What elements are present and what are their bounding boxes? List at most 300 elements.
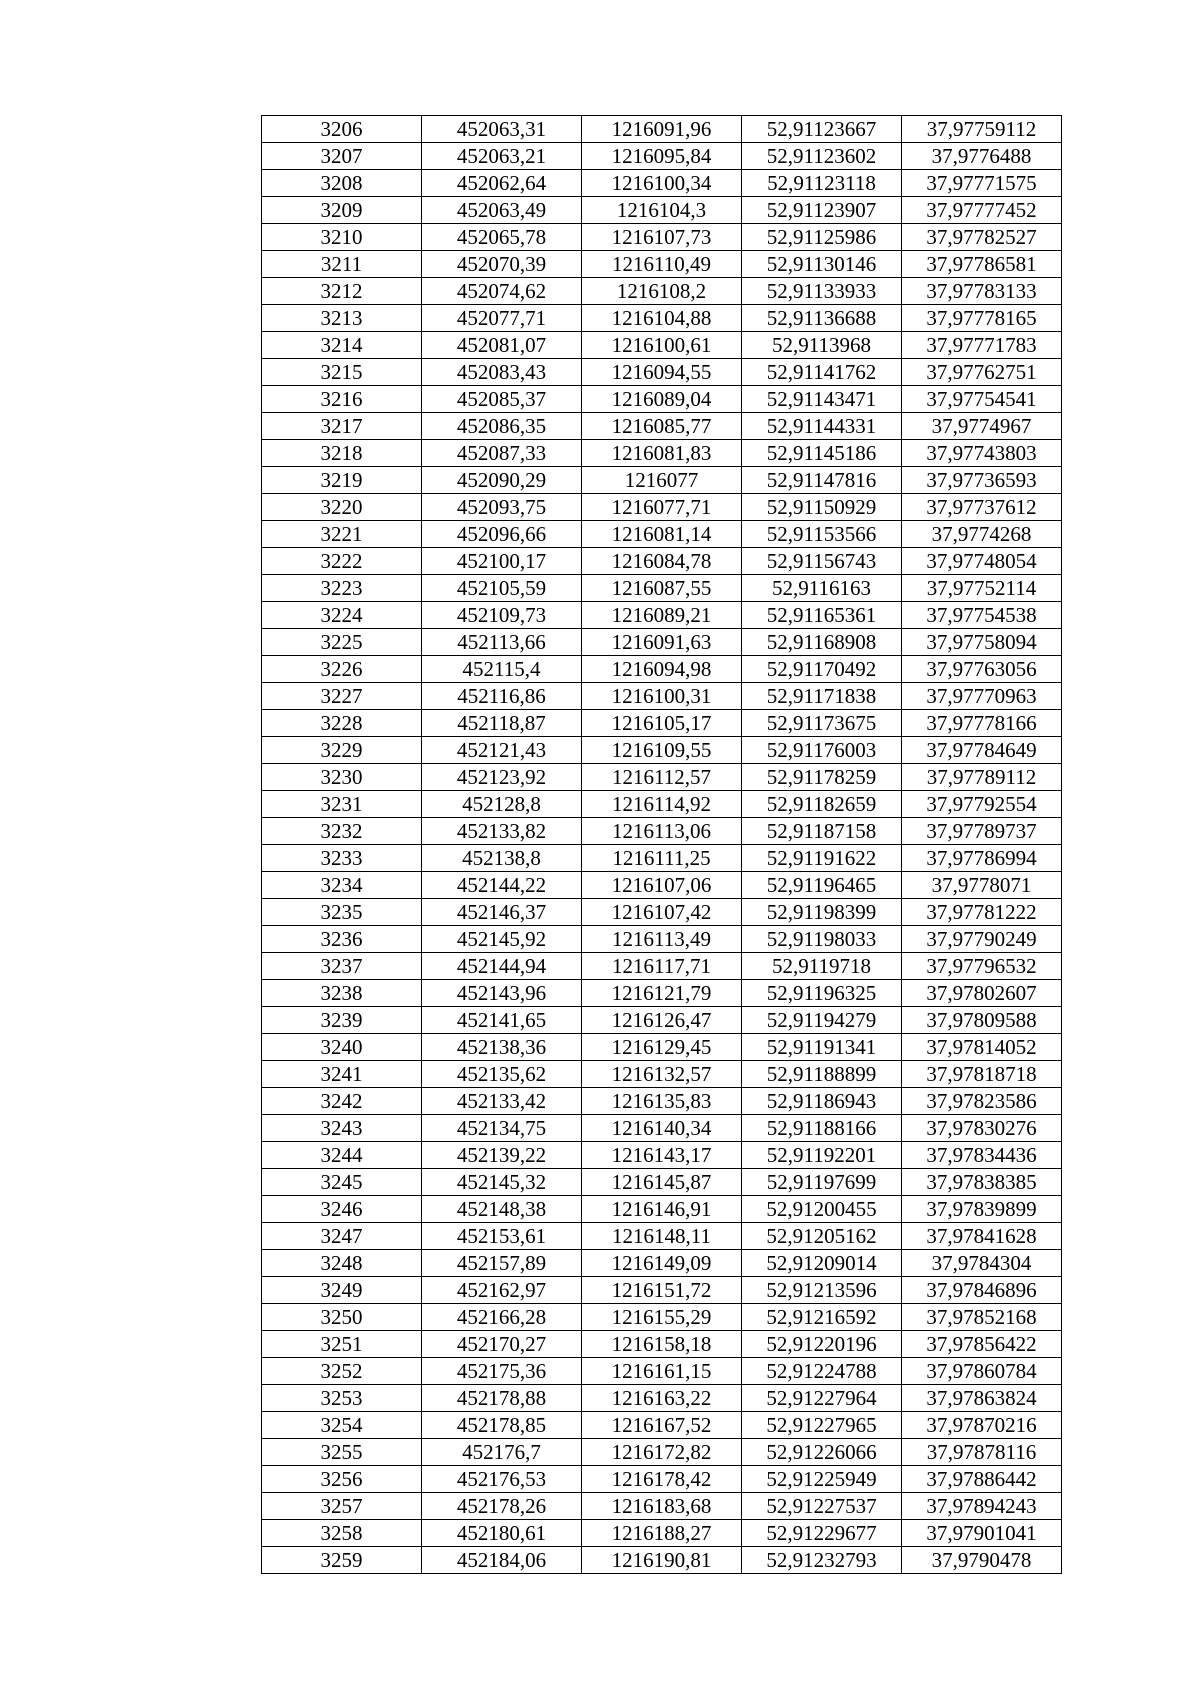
table-row bbox=[262, 845, 1062, 872]
x-coordinate-cell: 452096,66 bbox=[422, 521, 582, 548]
y-coordinate-cell: 1216081,14 bbox=[582, 521, 742, 548]
latitude-cell: 52,91196325 bbox=[742, 980, 902, 1007]
point-number-cell: 3242 bbox=[262, 1088, 422, 1115]
latitude-cell: 52,91197699 bbox=[742, 1169, 902, 1196]
point-number-cell: 3237 bbox=[262, 953, 422, 980]
y-coordinate-cell: 1216094,55 bbox=[582, 359, 742, 386]
point-number-cell: 3229 bbox=[262, 737, 422, 764]
y-coordinate-cell: 1216113,06 bbox=[582, 818, 742, 845]
longitude-cell: 37,9774268 bbox=[902, 521, 1062, 548]
longitude-cell: 37,97783133 bbox=[902, 278, 1062, 305]
latitude-cell: 52,91227965 bbox=[742, 1412, 902, 1439]
x-coordinate-cell: 452105,59 bbox=[422, 575, 582, 602]
y-coordinate-cell: 1216094,98 bbox=[582, 656, 742, 683]
y-coordinate-cell: 1216107,73 bbox=[582, 224, 742, 251]
point-number-cell: 3249 bbox=[262, 1277, 422, 1304]
x-coordinate-cell: 452087,33 bbox=[422, 440, 582, 467]
y-coordinate-cell: 1216089,04 bbox=[582, 386, 742, 413]
point-number-cell: 3230 bbox=[262, 764, 422, 791]
y-coordinate-cell: 1216091,63 bbox=[582, 629, 742, 656]
point-number-cell: 3222 bbox=[262, 548, 422, 575]
latitude-cell: 52,91205162 bbox=[742, 1223, 902, 1250]
y-coordinate-cell: 1216114,92 bbox=[582, 791, 742, 818]
latitude-cell: 52,91225949 bbox=[742, 1466, 902, 1493]
point-number-cell: 3221 bbox=[262, 521, 422, 548]
longitude-cell: 37,97759112 bbox=[902, 116, 1062, 143]
table-row bbox=[262, 1196, 1062, 1223]
y-coordinate-cell: 1216178,42 bbox=[582, 1466, 742, 1493]
point-number-cell: 3243 bbox=[262, 1115, 422, 1142]
point-number-cell: 3245 bbox=[262, 1169, 422, 1196]
longitude-cell: 37,97781222 bbox=[902, 899, 1062, 926]
latitude-cell: 52,91226066 bbox=[742, 1439, 902, 1466]
table-row bbox=[262, 1034, 1062, 1061]
longitude-cell: 37,97839899 bbox=[902, 1196, 1062, 1223]
longitude-cell: 37,97894243 bbox=[902, 1493, 1062, 1520]
y-coordinate-cell: 1216104,88 bbox=[582, 305, 742, 332]
y-coordinate-cell: 1216148,11 bbox=[582, 1223, 742, 1250]
table-row bbox=[262, 980, 1062, 1007]
longitude-cell: 37,9778071 bbox=[902, 872, 1062, 899]
y-coordinate-cell: 1216140,34 bbox=[582, 1115, 742, 1142]
latitude-cell: 52,91170492 bbox=[742, 656, 902, 683]
latitude-cell: 52,91196465 bbox=[742, 872, 902, 899]
table-row bbox=[262, 683, 1062, 710]
table-row bbox=[262, 1520, 1062, 1547]
point-number-cell: 3254 bbox=[262, 1412, 422, 1439]
latitude-cell: 52,91130146 bbox=[742, 251, 902, 278]
x-coordinate-cell: 452138,36 bbox=[422, 1034, 582, 1061]
longitude-cell: 37,97814052 bbox=[902, 1034, 1062, 1061]
longitude-cell: 37,97901041 bbox=[902, 1520, 1062, 1547]
y-coordinate-cell: 1216132,57 bbox=[582, 1061, 742, 1088]
table-row bbox=[262, 116, 1062, 143]
table-row bbox=[262, 953, 1062, 980]
latitude-cell: 52,91229677 bbox=[742, 1520, 902, 1547]
x-coordinate-cell: 452063,21 bbox=[422, 143, 582, 170]
x-coordinate-cell: 452063,31 bbox=[422, 116, 582, 143]
latitude-cell: 52,9113968 bbox=[742, 332, 902, 359]
x-coordinate-cell: 452093,75 bbox=[422, 494, 582, 521]
table-row bbox=[262, 224, 1062, 251]
x-coordinate-cell: 452109,73 bbox=[422, 602, 582, 629]
x-coordinate-cell: 452100,17 bbox=[422, 548, 582, 575]
x-coordinate-cell: 452184,06 bbox=[422, 1547, 582, 1574]
longitude-cell: 37,9776488 bbox=[902, 143, 1062, 170]
point-number-cell: 3225 bbox=[262, 629, 422, 656]
longitude-cell: 37,97834436 bbox=[902, 1142, 1062, 1169]
table-row bbox=[262, 1304, 1062, 1331]
y-coordinate-cell: 1216151,72 bbox=[582, 1277, 742, 1304]
x-coordinate-cell: 452144,94 bbox=[422, 953, 582, 980]
y-coordinate-cell: 1216163,22 bbox=[582, 1385, 742, 1412]
table-row bbox=[262, 1169, 1062, 1196]
x-coordinate-cell: 452153,61 bbox=[422, 1223, 582, 1250]
point-number-cell: 3228 bbox=[262, 710, 422, 737]
latitude-cell: 52,91198399 bbox=[742, 899, 902, 926]
longitude-cell: 37,97743803 bbox=[902, 440, 1062, 467]
longitude-cell: 37,97841628 bbox=[902, 1223, 1062, 1250]
point-number-cell: 3207 bbox=[262, 143, 422, 170]
point-number-cell: 3252 bbox=[262, 1358, 422, 1385]
y-coordinate-cell: 1216089,21 bbox=[582, 602, 742, 629]
latitude-cell: 52,91178259 bbox=[742, 764, 902, 791]
table-row bbox=[262, 251, 1062, 278]
x-coordinate-cell: 452178,85 bbox=[422, 1412, 582, 1439]
latitude-cell: 52,91168908 bbox=[742, 629, 902, 656]
y-coordinate-cell: 1216104,3 bbox=[582, 197, 742, 224]
y-coordinate-cell: 1216077 bbox=[582, 467, 742, 494]
y-coordinate-cell: 1216077,71 bbox=[582, 494, 742, 521]
point-number-cell: 3246 bbox=[262, 1196, 422, 1223]
longitude-cell: 37,97802607 bbox=[902, 980, 1062, 1007]
longitude-cell: 37,97789112 bbox=[902, 764, 1062, 791]
x-coordinate-cell: 452146,37 bbox=[422, 899, 582, 926]
table-row bbox=[262, 764, 1062, 791]
x-coordinate-cell: 452145,32 bbox=[422, 1169, 582, 1196]
y-coordinate-cell: 1216111,25 bbox=[582, 845, 742, 872]
longitude-cell: 37,97818718 bbox=[902, 1061, 1062, 1088]
latitude-cell: 52,91150929 bbox=[742, 494, 902, 521]
point-number-cell: 3259 bbox=[262, 1547, 422, 1574]
x-coordinate-cell: 452166,28 bbox=[422, 1304, 582, 1331]
y-coordinate-cell: 1216100,31 bbox=[582, 683, 742, 710]
latitude-cell: 52,91123907 bbox=[742, 197, 902, 224]
longitude-cell: 37,97790249 bbox=[902, 926, 1062, 953]
longitude-cell: 37,97863824 bbox=[902, 1385, 1062, 1412]
longitude-cell: 37,9774967 bbox=[902, 413, 1062, 440]
latitude-cell: 52,91227964 bbox=[742, 1385, 902, 1412]
x-coordinate-cell: 452077,71 bbox=[422, 305, 582, 332]
longitude-cell: 37,97870216 bbox=[902, 1412, 1062, 1439]
longitude-cell: 37,97758094 bbox=[902, 629, 1062, 656]
longitude-cell: 37,97754541 bbox=[902, 386, 1062, 413]
y-coordinate-cell: 1216112,57 bbox=[582, 764, 742, 791]
y-coordinate-cell: 1216126,47 bbox=[582, 1007, 742, 1034]
point-number-cell: 3212 bbox=[262, 278, 422, 305]
table-row bbox=[262, 521, 1062, 548]
y-coordinate-cell: 1216100,34 bbox=[582, 170, 742, 197]
latitude-cell: 52,91143471 bbox=[742, 386, 902, 413]
point-number-cell: 3219 bbox=[262, 467, 422, 494]
latitude-cell: 52,91188899 bbox=[742, 1061, 902, 1088]
latitude-cell: 52,91191341 bbox=[742, 1034, 902, 1061]
coordinates-table-body bbox=[262, 116, 1062, 1574]
latitude-cell: 52,91186943 bbox=[742, 1088, 902, 1115]
longitude-cell: 37,97796532 bbox=[902, 953, 1062, 980]
point-number-cell: 3215 bbox=[262, 359, 422, 386]
latitude-cell: 52,91147816 bbox=[742, 467, 902, 494]
y-coordinate-cell: 1216091,96 bbox=[582, 116, 742, 143]
longitude-cell: 37,97878116 bbox=[902, 1439, 1062, 1466]
table-row bbox=[262, 1493, 1062, 1520]
table-row bbox=[262, 305, 1062, 332]
table-row bbox=[262, 467, 1062, 494]
y-coordinate-cell: 1216117,71 bbox=[582, 953, 742, 980]
y-coordinate-cell: 1216110,49 bbox=[582, 251, 742, 278]
x-coordinate-cell: 452133,82 bbox=[422, 818, 582, 845]
table-row bbox=[262, 1439, 1062, 1466]
y-coordinate-cell: 1216087,55 bbox=[582, 575, 742, 602]
point-number-cell: 3211 bbox=[262, 251, 422, 278]
y-coordinate-cell: 1216113,49 bbox=[582, 926, 742, 953]
latitude-cell: 52,91187158 bbox=[742, 818, 902, 845]
x-coordinate-cell: 452162,97 bbox=[422, 1277, 582, 1304]
point-number-cell: 3247 bbox=[262, 1223, 422, 1250]
longitude-cell: 37,97748054 bbox=[902, 548, 1062, 575]
point-number-cell: 3218 bbox=[262, 440, 422, 467]
longitude-cell: 37,97782527 bbox=[902, 224, 1062, 251]
point-number-cell: 3231 bbox=[262, 791, 422, 818]
latitude-cell: 52,9116163 bbox=[742, 575, 902, 602]
table-row bbox=[262, 413, 1062, 440]
latitude-cell: 52,91198033 bbox=[742, 926, 902, 953]
x-coordinate-cell: 452118,87 bbox=[422, 710, 582, 737]
table-row bbox=[262, 629, 1062, 656]
point-number-cell: 3213 bbox=[262, 305, 422, 332]
latitude-cell: 52,91227537 bbox=[742, 1493, 902, 1520]
longitude-cell: 37,97763056 bbox=[902, 656, 1062, 683]
x-coordinate-cell: 452116,86 bbox=[422, 683, 582, 710]
table-row bbox=[262, 1547, 1062, 1574]
y-coordinate-cell: 1216095,84 bbox=[582, 143, 742, 170]
x-coordinate-cell: 452143,96 bbox=[422, 980, 582, 1007]
x-coordinate-cell: 452086,35 bbox=[422, 413, 582, 440]
longitude-cell: 37,97778166 bbox=[902, 710, 1062, 737]
x-coordinate-cell: 452178,26 bbox=[422, 1493, 582, 1520]
y-coordinate-cell: 1216145,87 bbox=[582, 1169, 742, 1196]
x-coordinate-cell: 452083,43 bbox=[422, 359, 582, 386]
x-coordinate-cell: 452085,37 bbox=[422, 386, 582, 413]
y-coordinate-cell: 1216084,78 bbox=[582, 548, 742, 575]
x-coordinate-cell: 452081,07 bbox=[422, 332, 582, 359]
point-number-cell: 3251 bbox=[262, 1331, 422, 1358]
table-row bbox=[262, 1385, 1062, 1412]
point-number-cell: 3236 bbox=[262, 926, 422, 953]
latitude-cell: 52,91123118 bbox=[742, 170, 902, 197]
point-number-cell: 3241 bbox=[262, 1061, 422, 1088]
table-row bbox=[262, 1142, 1062, 1169]
y-coordinate-cell: 1216105,17 bbox=[582, 710, 742, 737]
longitude-cell: 37,9790478 bbox=[902, 1547, 1062, 1574]
x-coordinate-cell: 452139,22 bbox=[422, 1142, 582, 1169]
x-coordinate-cell: 452176,7 bbox=[422, 1439, 582, 1466]
latitude-cell: 52,91125986 bbox=[742, 224, 902, 251]
longitude-cell: 37,97856422 bbox=[902, 1331, 1062, 1358]
latitude-cell: 52,91156743 bbox=[742, 548, 902, 575]
x-coordinate-cell: 452170,27 bbox=[422, 1331, 582, 1358]
latitude-cell: 52,91188166 bbox=[742, 1115, 902, 1142]
x-coordinate-cell: 452145,92 bbox=[422, 926, 582, 953]
table-row bbox=[262, 332, 1062, 359]
point-number-cell: 3255 bbox=[262, 1439, 422, 1466]
longitude-cell: 37,97823586 bbox=[902, 1088, 1062, 1115]
longitude-cell: 37,97784649 bbox=[902, 737, 1062, 764]
longitude-cell: 37,97789737 bbox=[902, 818, 1062, 845]
point-number-cell: 3227 bbox=[262, 683, 422, 710]
y-coordinate-cell: 1216190,81 bbox=[582, 1547, 742, 1574]
y-coordinate-cell: 1216108,2 bbox=[582, 278, 742, 305]
longitude-cell: 37,97786581 bbox=[902, 251, 1062, 278]
y-coordinate-cell: 1216143,17 bbox=[582, 1142, 742, 1169]
latitude-cell: 52,91153566 bbox=[742, 521, 902, 548]
y-coordinate-cell: 1216161,15 bbox=[582, 1358, 742, 1385]
point-number-cell: 3257 bbox=[262, 1493, 422, 1520]
point-number-cell: 3248 bbox=[262, 1250, 422, 1277]
y-coordinate-cell: 1216146,91 bbox=[582, 1196, 742, 1223]
longitude-cell: 37,97809588 bbox=[902, 1007, 1062, 1034]
x-coordinate-cell: 452062,64 bbox=[422, 170, 582, 197]
latitude-cell: 52,91216592 bbox=[742, 1304, 902, 1331]
y-coordinate-cell: 1216109,55 bbox=[582, 737, 742, 764]
y-coordinate-cell: 1216167,52 bbox=[582, 1412, 742, 1439]
latitude-cell: 52,91171838 bbox=[742, 683, 902, 710]
point-number-cell: 3206 bbox=[262, 116, 422, 143]
x-coordinate-cell: 452063,49 bbox=[422, 197, 582, 224]
longitude-cell: 37,97737612 bbox=[902, 494, 1062, 521]
latitude-cell: 52,91200455 bbox=[742, 1196, 902, 1223]
longitude-cell: 37,97777452 bbox=[902, 197, 1062, 224]
latitude-cell: 52,91224788 bbox=[742, 1358, 902, 1385]
table-row bbox=[262, 602, 1062, 629]
table-row bbox=[262, 1250, 1062, 1277]
latitude-cell: 52,91182659 bbox=[742, 791, 902, 818]
y-coordinate-cell: 1216135,83 bbox=[582, 1088, 742, 1115]
x-coordinate-cell: 452090,29 bbox=[422, 467, 582, 494]
table-row bbox=[262, 791, 1062, 818]
x-coordinate-cell: 452070,39 bbox=[422, 251, 582, 278]
latitude-cell: 52,9119718 bbox=[742, 953, 902, 980]
table-row bbox=[262, 1331, 1062, 1358]
table-row bbox=[262, 737, 1062, 764]
longitude-cell: 37,97830276 bbox=[902, 1115, 1062, 1142]
point-number-cell: 3250 bbox=[262, 1304, 422, 1331]
y-coordinate-cell: 1216081,83 bbox=[582, 440, 742, 467]
point-number-cell: 3223 bbox=[262, 575, 422, 602]
latitude-cell: 52,91144331 bbox=[742, 413, 902, 440]
longitude-cell: 37,9784304 bbox=[902, 1250, 1062, 1277]
x-coordinate-cell: 452175,36 bbox=[422, 1358, 582, 1385]
latitude-cell: 52,91133933 bbox=[742, 278, 902, 305]
point-number-cell: 3226 bbox=[262, 656, 422, 683]
longitude-cell: 37,97762751 bbox=[902, 359, 1062, 386]
longitude-cell: 37,97860784 bbox=[902, 1358, 1062, 1385]
table-row bbox=[262, 1088, 1062, 1115]
table-row bbox=[262, 1358, 1062, 1385]
latitude-cell: 52,91213596 bbox=[742, 1277, 902, 1304]
x-coordinate-cell: 452134,75 bbox=[422, 1115, 582, 1142]
table-row bbox=[262, 899, 1062, 926]
table-row bbox=[262, 359, 1062, 386]
point-number-cell: 3232 bbox=[262, 818, 422, 845]
y-coordinate-cell: 1216121,79 bbox=[582, 980, 742, 1007]
latitude-cell: 52,91123667 bbox=[742, 116, 902, 143]
x-coordinate-cell: 452148,38 bbox=[422, 1196, 582, 1223]
latitude-cell: 52,91191622 bbox=[742, 845, 902, 872]
table-row bbox=[262, 170, 1062, 197]
y-coordinate-cell: 1216183,68 bbox=[582, 1493, 742, 1520]
latitude-cell: 52,91194279 bbox=[742, 1007, 902, 1034]
longitude-cell: 37,97846896 bbox=[902, 1277, 1062, 1304]
point-number-cell: 3220 bbox=[262, 494, 422, 521]
table-row bbox=[262, 575, 1062, 602]
y-coordinate-cell: 1216188,27 bbox=[582, 1520, 742, 1547]
longitude-cell: 37,97771783 bbox=[902, 332, 1062, 359]
table-row bbox=[262, 197, 1062, 224]
x-coordinate-cell: 452141,65 bbox=[422, 1007, 582, 1034]
x-coordinate-cell: 452178,88 bbox=[422, 1385, 582, 1412]
x-coordinate-cell: 452133,42 bbox=[422, 1088, 582, 1115]
table-row bbox=[262, 386, 1062, 413]
table-row bbox=[262, 1277, 1062, 1304]
x-coordinate-cell: 452180,61 bbox=[422, 1520, 582, 1547]
x-coordinate-cell: 452123,92 bbox=[422, 764, 582, 791]
longitude-cell: 37,97736593 bbox=[902, 467, 1062, 494]
point-number-cell: 3209 bbox=[262, 197, 422, 224]
latitude-cell: 52,91141762 bbox=[742, 359, 902, 386]
point-number-cell: 3224 bbox=[262, 602, 422, 629]
x-coordinate-cell: 452157,89 bbox=[422, 1250, 582, 1277]
y-coordinate-cell: 1216155,29 bbox=[582, 1304, 742, 1331]
longitude-cell: 37,97792554 bbox=[902, 791, 1062, 818]
point-number-cell: 3214 bbox=[262, 332, 422, 359]
table-row bbox=[262, 494, 1062, 521]
x-coordinate-cell: 452115,4 bbox=[422, 656, 582, 683]
point-number-cell: 3217 bbox=[262, 413, 422, 440]
longitude-cell: 37,97752114 bbox=[902, 575, 1062, 602]
longitude-cell: 37,97786994 bbox=[902, 845, 1062, 872]
y-coordinate-cell: 1216085,77 bbox=[582, 413, 742, 440]
table-row bbox=[262, 818, 1062, 845]
table-row bbox=[262, 656, 1062, 683]
point-number-cell: 3233 bbox=[262, 845, 422, 872]
x-coordinate-cell: 452135,62 bbox=[422, 1061, 582, 1088]
x-coordinate-cell: 452138,8 bbox=[422, 845, 582, 872]
table-row bbox=[262, 710, 1062, 737]
point-number-cell: 3216 bbox=[262, 386, 422, 413]
longitude-cell: 37,97771575 bbox=[902, 170, 1062, 197]
table-row bbox=[262, 872, 1062, 899]
longitude-cell: 37,97770963 bbox=[902, 683, 1062, 710]
y-coordinate-cell: 1216107,06 bbox=[582, 872, 742, 899]
x-coordinate-cell: 452176,53 bbox=[422, 1466, 582, 1493]
latitude-cell: 52,91220196 bbox=[742, 1331, 902, 1358]
x-coordinate-cell: 452144,22 bbox=[422, 872, 582, 899]
latitude-cell: 52,91192201 bbox=[742, 1142, 902, 1169]
point-number-cell: 3235 bbox=[262, 899, 422, 926]
y-coordinate-cell: 1216172,82 bbox=[582, 1439, 742, 1466]
y-coordinate-cell: 1216107,42 bbox=[582, 899, 742, 926]
longitude-cell: 37,97852168 bbox=[902, 1304, 1062, 1331]
table-row bbox=[262, 278, 1062, 305]
y-coordinate-cell: 1216149,09 bbox=[582, 1250, 742, 1277]
point-number-cell: 3256 bbox=[262, 1466, 422, 1493]
x-coordinate-cell: 452074,62 bbox=[422, 278, 582, 305]
table-row bbox=[262, 1223, 1062, 1250]
point-number-cell: 3234 bbox=[262, 872, 422, 899]
point-number-cell: 3240 bbox=[262, 1034, 422, 1061]
latitude-cell: 52,91145186 bbox=[742, 440, 902, 467]
point-number-cell: 3239 bbox=[262, 1007, 422, 1034]
longitude-cell: 37,97838385 bbox=[902, 1169, 1062, 1196]
point-number-cell: 3253 bbox=[262, 1385, 422, 1412]
longitude-cell: 37,97754538 bbox=[902, 602, 1062, 629]
coordinates-table bbox=[261, 115, 1062, 1574]
latitude-cell: 52,91136688 bbox=[742, 305, 902, 332]
table-row bbox=[262, 440, 1062, 467]
table-row bbox=[262, 548, 1062, 575]
y-coordinate-cell: 1216129,45 bbox=[582, 1034, 742, 1061]
